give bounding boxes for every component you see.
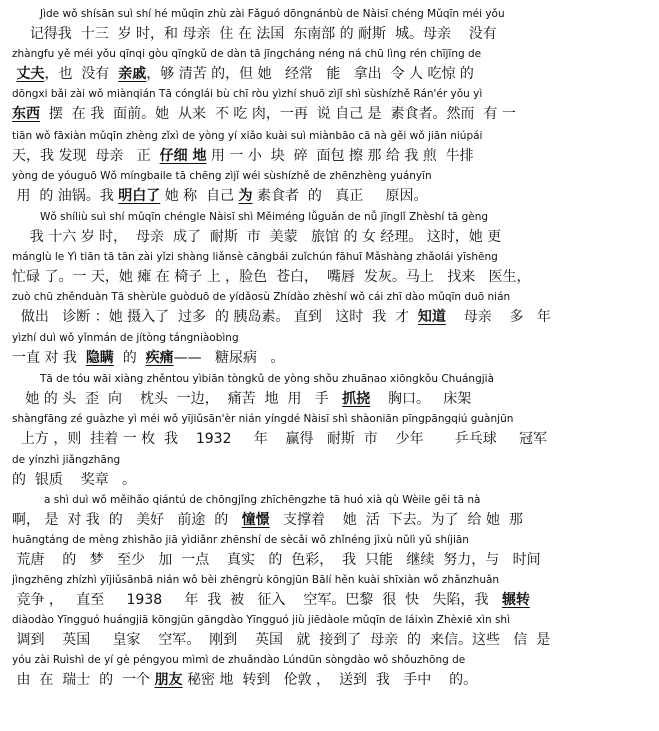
hanzi-text: 记得我 十三 岁 时，和 母亲 住 在 法国 东南部 的 耐斯 城。母亲 没有 xyxy=(12,26,497,42)
hanzi-text: 素食者 的 真正 原因。 xyxy=(252,188,428,204)
pinyin-line: a shì duì wǒ měihǎo qiántú de chōngjǐng zhīchēngzhe tā huó xià qù Wèile gěi tā nà xyxy=(44,494,481,506)
pinyin-line: Tā de tóu wāi xiàng zhěntou yìbiān tòngkǔ de yòng shǒu zhuānao xiōngkǒu Chuángjià xyxy=(40,373,495,385)
hanzi-line xyxy=(12,187,427,205)
pinyin-line: mánglù le Yì tiān tā tān zài yǐzi shàng liǎnsè cāngbái zuǐchún fāhuī Mǎshàng zhǎolái yīshēng xyxy=(12,251,498,263)
hanzi-text: 忙碌 了。一 天，她 瘫 在 椅子 上 ，脸色 苍白， 嘴唇 发灰。马上 找来 医生， xyxy=(12,269,531,285)
hanzi-text: 用 一 小 块 碎 面包 擦 那 给 我 煎 牛排 xyxy=(206,148,474,164)
hanzi-text: 的 xyxy=(113,350,146,366)
vocab-word: 辗转 xyxy=(501,592,530,608)
hanzi-line xyxy=(12,105,516,123)
hanzi-line xyxy=(12,25,497,43)
vocab-word: 朋友 xyxy=(154,672,183,688)
hanzi-line xyxy=(12,65,474,83)
vocab-word: 知道 xyxy=(417,309,446,325)
hanzi-text: 荒唐 的 梦 至少 加 一点 真实 的 色彩， 我 只能 继续 努力，与 时间 xyxy=(12,552,541,568)
pinyin-line: de yínzhì jiǎngzhāng xyxy=(12,454,121,466)
pinyin-line: shàngfāng zé guàzhe yì méi wǒ yījiǔsān'èr nián yíngdé Nàisī shì shàoniān pīngpāngqiú guànjūn xyxy=(12,413,514,425)
hanzi-line xyxy=(12,671,477,689)
hanzi-text: 摆 在 我 面前。她 从来 不 吃 肉，一再 说 自己 是 素食者。然而 有 一 xyxy=(40,106,516,122)
hanzi-line xyxy=(12,228,501,246)
vocab-word: 抓挠 xyxy=(342,391,371,407)
hanzi-text: ，够 清苦 的，但 她 经常 能 拿出 令 人 吃惊 的 xyxy=(146,66,474,82)
pinyin-line: jìngzhēng zhízhì yījiǔsānbā nián wǒ bèi zhēngrù kōngjūn Bālí hěn kuài shīxiàn wǒ zhǎnzhuǎn xyxy=(12,574,500,586)
hanzi-line xyxy=(12,268,531,286)
pinyin-line: yìzhí duì wǒ yǐnmán de jítòng tángniàobìng xyxy=(12,332,239,344)
hanzi-text: 秘密 地 转到 伦敦 ， 送到 我 手中 的。 xyxy=(182,672,478,688)
hanzi-text: 一直 对 我 xyxy=(12,350,86,366)
vocab-word: 憧憬 xyxy=(241,512,270,528)
pinyin-line: dōngxi bǎi zài wǒ miànqián Tā cónglái bù chī ròu yìzhí shuō zìjǐ shì sùshízhě Rán'ér yǒu yì xyxy=(12,88,483,100)
vocab-word: 丈夫 xyxy=(16,66,45,82)
pinyin-line: Wǒ shíliù suì shí mǔqīn chéngle Nàisī shì Měiméng lǚguǎn de nǚ jīnglǐ Zhèshí tā gèng xyxy=(40,211,489,223)
hanzi-line xyxy=(12,631,550,649)
hanzi-text: 她 称 自己 xyxy=(160,188,239,204)
hanzi-text: 竞争 ， 直至 1938 年 我 被 征入 空军。巴黎 很 快 失陷，我 xyxy=(12,592,502,608)
hanzi-line xyxy=(12,551,541,569)
hanzi-line xyxy=(12,471,136,489)
hanzi-text: 上方 ，则 挂着 一 枚 我 1932 年 赢得 耐斯 市 少年 乒乓球 冠军 xyxy=(12,431,547,447)
hanzi-line xyxy=(12,349,284,367)
pinyin-line: yòng de yóuguō Wǒ míngbaile tā chēng zìjǐ wéi sùshízhě de zhēnzhèng yuányīn xyxy=(12,170,432,182)
vocab-word: 亲戚 xyxy=(118,66,147,82)
vocab-word: 隐瞒 xyxy=(85,350,114,366)
pinyin-line: tiān wǒ fāxiàn mǔqīn zhèng zǐxì de yòng yí xiǎo kuài suì miànbāo cā nà gěi wǒ jiān niúpái xyxy=(12,130,483,142)
hanzi-line xyxy=(12,308,551,326)
vocab-word: 仔细 地 xyxy=(159,148,207,164)
vocab-word: 疾痛 xyxy=(145,350,174,366)
pinyin-line: Jìde wǒ shísān suì shí hé mǔqīn zhù zài Fǎguó dōngnánbù de Nàisī chéng Mǔqīn méi yǒu xyxy=(40,8,505,20)
hanzi-text: 她 的 头 歪 向 枕头 一边， 痛苦 地 用 手 xyxy=(12,391,343,407)
hanzi-text: 天，我 发现 母亲 正 xyxy=(12,148,160,164)
hanzi-text: 我 十六 岁 时， 母亲 成了 耐斯 市 美蒙 旅馆 的 女 经理。 这时，她 更 xyxy=(12,229,502,245)
hanzi-line xyxy=(12,390,471,408)
hanzi-text: 母亲 多 年 xyxy=(445,309,551,325)
hanzi-text: 做出 诊断 ：她 摄入了 过多 的 胰岛素。 直到 这时 我 才 xyxy=(12,309,418,325)
hanzi-line xyxy=(12,591,530,609)
pinyin-line: yóu zài Ruìshì de yí gè péngyou mìmì de zhuǎndào Lúndūn sòngdào wǒ shǒuzhōng de xyxy=(12,654,466,666)
hanzi-text: 啊， 是 对 我 的 美好 前途 的 xyxy=(12,512,242,528)
hanzi-line xyxy=(12,147,474,165)
hanzi-text: 胸口。 床架 xyxy=(370,391,472,407)
pinyin-line: diàodào Yīngguó huángjiā kōngjūn gāngdào Yīngguó jiù jiēdàole mǔqīn de láixìn Zhèxiē xìn shì xyxy=(12,614,510,626)
hanzi-text: 支撑着 她 活 下去。为了 给 她 那 xyxy=(269,512,523,528)
hanzi-text: ，也 没有 xyxy=(44,66,119,82)
hanzi-text: —— 糖尿病 。 xyxy=(173,350,285,366)
pinyin-line: zuò chū zhěnduàn Tā shèrùle guòduō de yídǎosù Zhídào zhèshí wǒ cái zhī dào mǔqīn duō nián xyxy=(12,291,511,303)
pinyin-line: huāngtáng de mèng zhìshǎo jiā yìdiǎnr zhēnshí de sècǎi wǒ zhǐnéng jìxù nǔlì yǔ shíjiān xyxy=(12,534,469,546)
hanzi-text: 用 的 油锅。我 xyxy=(12,188,119,204)
vocab-word: 东西 xyxy=(12,106,40,122)
hanzi-text: 由 在 瑞士 的 一个 xyxy=(12,672,155,688)
hanzi-text: 的 银质 奖章 。 xyxy=(12,472,137,488)
vocab-word: 明白了 xyxy=(118,188,161,204)
hanzi-line xyxy=(12,430,547,448)
hanzi-line xyxy=(12,511,523,529)
hanzi-text: 调到 英国 皇家 空军。 刚到 英国 就 接到了 母亲 的 来信。这些 信 是 xyxy=(12,632,551,648)
pinyin-line: zhàngfu yě méi yǒu qīnqi gòu qīngkǔ de dàn tā jīngcháng néng ná chū lìng rén chījīng de xyxy=(12,48,482,60)
vocab-word: 为 xyxy=(238,188,253,204)
